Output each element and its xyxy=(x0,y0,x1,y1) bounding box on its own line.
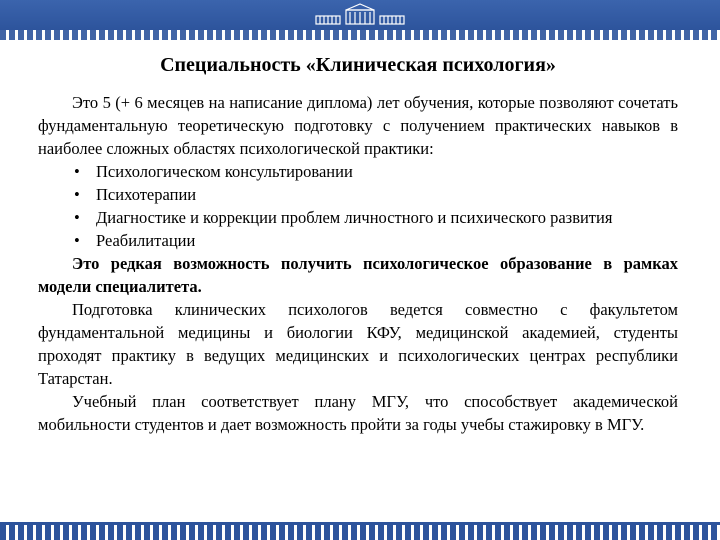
highlight-paragraph: Это редкая возможность получить психологическое образование в рамках модели специалитета. xyxy=(38,254,678,296)
bullet-icon: • xyxy=(74,231,80,250)
slide-header xyxy=(0,0,720,40)
list-item-text: Реабилитации xyxy=(96,231,196,250)
header-ornament-stripes xyxy=(0,30,720,40)
training-paragraph: Подготовка клинических психологов ведется совместно с факультетом фундаментальной медицины и биологии КФУ, медицинской академией, студенты проходят практику в ведущих медицинских и психологических центрах республики Татарстан. xyxy=(38,300,678,388)
list-item xyxy=(74,160,678,183)
list-item xyxy=(74,183,678,206)
university-building-logo xyxy=(312,2,408,26)
intro-paragraph: Это 5 (+ 6 месяцев на написание диплома) лет обучения, которые позволяют сочетать фундаментальную теоретическую подготовку с получением практических навыков в наиболее сложных областях психологической практики: xyxy=(38,93,678,158)
bullet-icon: • xyxy=(74,162,80,181)
bullet-icon: • xyxy=(74,208,80,227)
list-item xyxy=(74,206,678,229)
curriculum-paragraph: Учебный план соответствует плану МГУ, что способствует академической мобильности студентов и дает возможность пройти за годы учебы стажировку в МГУ. xyxy=(38,392,678,434)
list-item xyxy=(74,229,678,252)
list-item-text: Психологическом консультировании xyxy=(96,162,353,181)
list-item-text: Диагностике и коррекции проблем личностного и психического развития xyxy=(96,208,613,227)
slide-footer-ornament xyxy=(0,522,720,540)
practice-areas-list xyxy=(38,160,678,252)
slide-title: Специальность «Клиническая психология» xyxy=(160,54,556,76)
slide-content xyxy=(38,54,678,436)
list-item-text: Психотерапии xyxy=(96,185,197,204)
bullet-icon: • xyxy=(74,185,80,204)
